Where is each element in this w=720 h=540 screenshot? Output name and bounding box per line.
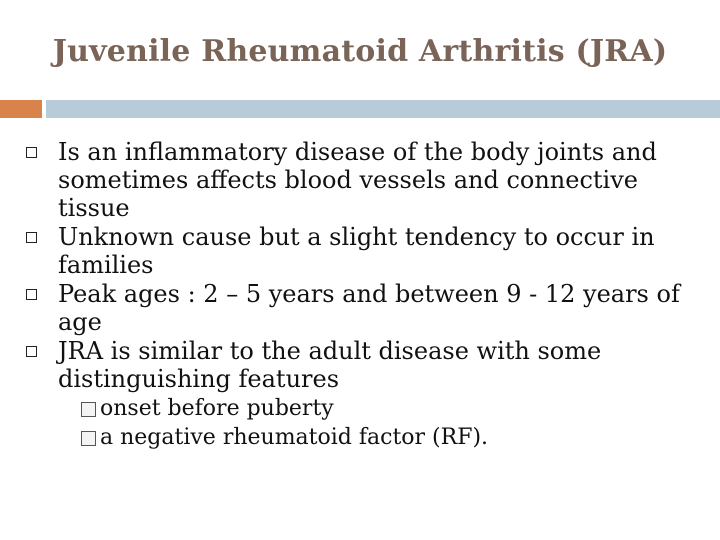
accent-bar-left — [0, 100, 42, 118]
sub-bullet-item — [80, 394, 704, 423]
bullet-text: Peak ages : 2 – 5 years and between 9 - 12 years of age — [58, 280, 680, 336]
bullet-text: Is an inflammatory disease of the body joints and sometimes affects blood vessels and connective tissue — [58, 138, 657, 222]
bullet-list — [24, 138, 704, 452]
slide-title: Juvenile Rheumatoid Arthritis (JRA) — [52, 34, 668, 69]
sub-bullet-text: a negative rheumatoid factor (RF). — [100, 425, 489, 450]
bullet-item — [24, 337, 704, 393]
bullet-text: JRA is similar to the adult disease with some distinguishing features — [58, 337, 602, 393]
bullet-item — [24, 138, 704, 222]
square-bullet-icon — [26, 346, 37, 357]
sub-bullet-box-icon — [81, 431, 96, 446]
bullet-item — [24, 280, 704, 336]
bullet-text: Unknown cause but a slight tendency to occur in families — [58, 223, 655, 279]
square-bullet-icon — [26, 147, 37, 158]
sub-bullet-text: onset before puberty — [100, 396, 334, 421]
sub-bullet-item — [80, 423, 704, 452]
accent-bar-right — [46, 100, 720, 118]
square-bullet-icon — [26, 289, 37, 300]
square-bullet-icon — [26, 232, 37, 243]
sub-bullet-box-icon — [81, 402, 96, 417]
sub-bullet-list — [24, 394, 704, 452]
bullet-item — [24, 223, 704, 279]
